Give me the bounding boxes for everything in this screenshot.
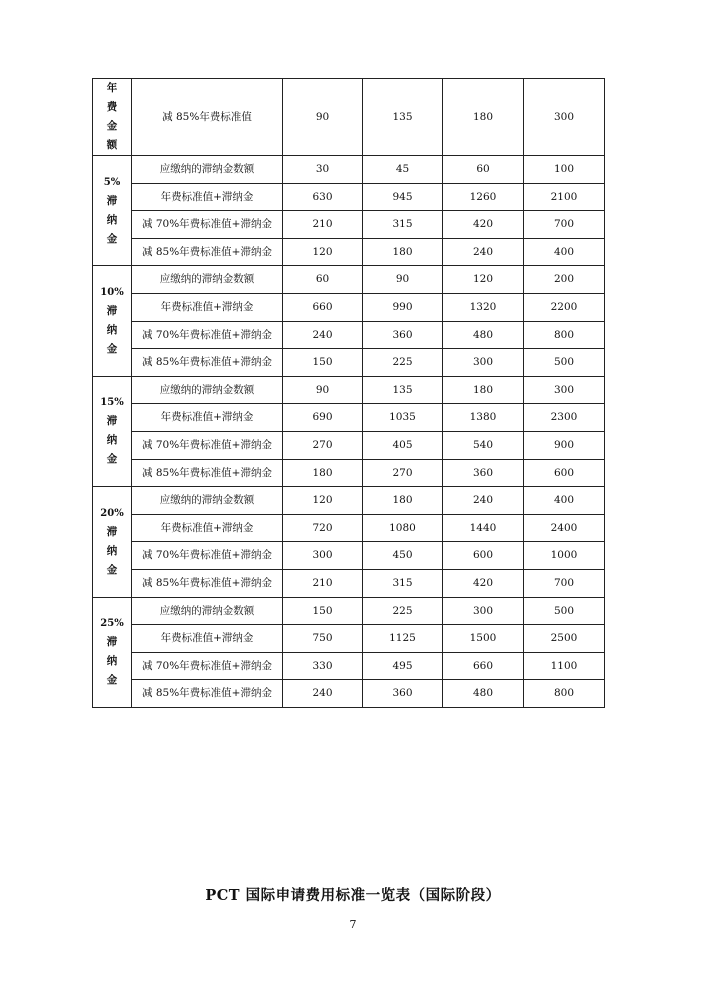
- fee-cell: 240: [443, 487, 524, 515]
- fee-cell: 330: [283, 652, 363, 680]
- fee-cell: 495: [363, 652, 443, 680]
- fee-cell: 630: [283, 183, 363, 211]
- table-row: [93, 293, 605, 321]
- fee-cell: 240: [443, 238, 524, 266]
- table-row: [93, 597, 605, 625]
- fee-cell: 90: [283, 376, 363, 404]
- fee-cell: 90: [363, 266, 443, 294]
- group-percent: 25%: [100, 618, 124, 630]
- fee-cell: 135: [363, 79, 443, 156]
- table-row: [93, 487, 605, 515]
- row-label: 年费标准值+滞纳金: [132, 404, 283, 432]
- fee-cell: 45: [363, 156, 443, 184]
- fee-cell: 1125: [363, 625, 443, 653]
- fee-cell: 225: [363, 349, 443, 377]
- fee-cell: 900: [524, 431, 605, 459]
- fee-cell: 120: [283, 238, 363, 266]
- row-label: 应缴纳的滞纳金数额: [132, 487, 283, 515]
- row-label: 应缴纳的滞纳金数额: [132, 156, 283, 184]
- fee-cell: 700: [524, 569, 605, 597]
- group-label-late-fee: [93, 266, 132, 376]
- fee-cell: 60: [283, 266, 363, 294]
- group-label-late-fee: [93, 156, 132, 266]
- fee-cell: 300: [283, 542, 363, 570]
- table-row: [93, 266, 605, 294]
- fee-cell: 1320: [443, 293, 524, 321]
- fee-cell: 120: [443, 266, 524, 294]
- fee-cell: 2400: [524, 514, 605, 542]
- fee-cell: 240: [283, 680, 363, 708]
- row-label: 减 85%年费标准值: [132, 79, 283, 156]
- fee-cell: 1260: [443, 183, 524, 211]
- fee-cell: 2100: [524, 183, 605, 211]
- table-row: [93, 542, 605, 570]
- fee-cell: 1500: [443, 625, 524, 653]
- vertical-label: [93, 283, 131, 359]
- row-label: 减 85%年费标准值+滞纳金: [132, 238, 283, 266]
- label-char: 滞: [106, 525, 118, 538]
- fee-cell: 60: [443, 156, 524, 184]
- fee-cell: 225: [363, 597, 443, 625]
- table-row: [93, 183, 605, 211]
- label-char: 纳: [106, 434, 118, 447]
- vertical-label: [93, 79, 131, 155]
- fee-cell: 315: [363, 211, 443, 239]
- group-percent: 15%: [100, 397, 124, 409]
- table-row: [93, 321, 605, 349]
- document-title: PCT 国际申请费用标准一览表（国际阶段）: [205, 887, 501, 904]
- label-char: 金: [106, 232, 118, 245]
- fee-cell: 30: [283, 156, 363, 184]
- fee-cell: 150: [283, 349, 363, 377]
- row-label: 年费标准值+滞纳金: [132, 514, 283, 542]
- label-char: 纳: [106, 655, 118, 668]
- label-char: 金: [106, 563, 118, 576]
- row-label: 减 85%年费标准值+滞纳金: [132, 459, 283, 487]
- row-label: 应缴纳的滞纳金数额: [132, 266, 283, 294]
- row-label: 减 70%年费标准值+滞纳金: [132, 652, 283, 680]
- row-label: 应缴纳的滞纳金数额: [132, 376, 283, 404]
- fee-cell: 660: [283, 293, 363, 321]
- fee-cell: 180: [443, 376, 524, 404]
- table-row: [93, 211, 605, 239]
- row-label: 应缴纳的滞纳金数额: [132, 597, 283, 625]
- fee-cell: 400: [524, 238, 605, 266]
- row-label: 减 70%年费标准值+滞纳金: [132, 321, 283, 349]
- label-char: 滞: [106, 194, 118, 207]
- fee-cell: 480: [443, 680, 524, 708]
- fee-cell: 180: [443, 79, 524, 156]
- fee-cell: 120: [283, 487, 363, 515]
- label-char: 纳: [106, 213, 118, 226]
- fee-cell: 270: [363, 459, 443, 487]
- fee-cell: 450: [363, 542, 443, 570]
- table-row: [93, 459, 605, 487]
- table-row: [93, 680, 605, 708]
- fee-cell: 300: [524, 79, 605, 156]
- label-char: 滞: [106, 636, 118, 649]
- label-char: 金: [106, 120, 118, 132]
- row-label: 年费标准值+滞纳金: [132, 293, 283, 321]
- group-percent: 20%: [100, 507, 124, 519]
- row-label: 减 70%年费标准值+滞纳金: [132, 211, 283, 239]
- vertical-label: [93, 173, 131, 249]
- table-row: [93, 652, 605, 680]
- row-label: 减 70%年费标准值+滞纳金: [132, 542, 283, 570]
- label-char: 滞: [106, 305, 118, 318]
- fee-table-body: [93, 79, 605, 708]
- table-row: [93, 79, 605, 156]
- table-row: [93, 376, 605, 404]
- fee-cell: 600: [524, 459, 605, 487]
- table-row: [93, 569, 605, 597]
- fee-cell: 945: [363, 183, 443, 211]
- label-char: 纳: [106, 544, 118, 557]
- fee-cell: 200: [524, 266, 605, 294]
- fee-cell: 240: [283, 321, 363, 349]
- group-label-late-fee: [93, 597, 132, 707]
- fee-cell: 210: [283, 569, 363, 597]
- table-row: [93, 625, 605, 653]
- group-label-late-fee: [93, 487, 132, 597]
- fee-cell: 300: [524, 376, 605, 404]
- fee-cell: 180: [363, 238, 443, 266]
- vertical-label: [93, 614, 131, 690]
- row-label: 年费标准值+滞纳金: [132, 183, 283, 211]
- group-label-late-fee: [93, 376, 132, 486]
- fee-cell: 300: [443, 597, 524, 625]
- fee-cell: 500: [524, 597, 605, 625]
- fee-cell: 180: [283, 459, 363, 487]
- fee-cell: 400: [524, 487, 605, 515]
- fee-cell: 720: [283, 514, 363, 542]
- fee-cell: 100: [524, 156, 605, 184]
- label-char: 纳: [106, 324, 118, 337]
- row-label: 年费标准值+滞纳金: [132, 625, 283, 653]
- fee-cell: 270: [283, 431, 363, 459]
- page-number: 7: [349, 918, 357, 931]
- table-row: [93, 156, 605, 184]
- fee-cell: 500: [524, 349, 605, 377]
- fee-cell: 750: [283, 625, 363, 653]
- fee-cell: 135: [363, 376, 443, 404]
- group-percent: 5%: [103, 176, 121, 188]
- table-row: [93, 349, 605, 377]
- label-char: 金: [106, 453, 118, 466]
- group-percent: 10%: [100, 287, 124, 299]
- fee-cell: 315: [363, 569, 443, 597]
- fee-cell: 800: [524, 321, 605, 349]
- fee-cell: 2300: [524, 404, 605, 432]
- label-char: 金: [106, 343, 118, 356]
- fee-cell: 300: [443, 349, 524, 377]
- row-label: 减 85%年费标准值+滞纳金: [132, 680, 283, 708]
- fee-cell: 405: [363, 431, 443, 459]
- table-row: [93, 514, 605, 542]
- fee-cell: 420: [443, 211, 524, 239]
- vertical-label: [93, 504, 131, 580]
- fee-cell: 1100: [524, 652, 605, 680]
- fee-cell: 480: [443, 321, 524, 349]
- row-label: 减 85%年费标准值+滞纳金: [132, 349, 283, 377]
- group-label-annual-fee: [93, 79, 132, 156]
- fee-cell: 800: [524, 680, 605, 708]
- fee-cell: 2200: [524, 293, 605, 321]
- fee-cell: 360: [443, 459, 524, 487]
- label-char: 滞: [106, 415, 118, 428]
- fee-cell: 420: [443, 569, 524, 597]
- fee-table: [92, 78, 605, 708]
- label-char: 金: [106, 674, 118, 687]
- fee-cell: 150: [283, 597, 363, 625]
- fee-cell: 1080: [363, 514, 443, 542]
- fee-cell: 600: [443, 542, 524, 570]
- fee-cell: 210: [283, 211, 363, 239]
- label-char: 费: [106, 101, 118, 113]
- fee-cell: 180: [363, 487, 443, 515]
- fee-cell: 1440: [443, 514, 524, 542]
- fee-cell: 360: [363, 321, 443, 349]
- fee-cell: 2500: [524, 625, 605, 653]
- fee-cell: 90: [283, 79, 363, 156]
- fee-cell: 360: [363, 680, 443, 708]
- row-label: 减 70%年费标准值+滞纳金: [132, 431, 283, 459]
- label-char: 年: [106, 82, 118, 94]
- row-label: 减 85%年费标准值+滞纳金: [132, 569, 283, 597]
- fee-cell: 690: [283, 404, 363, 432]
- fee-cell: 660: [443, 652, 524, 680]
- fee-cell: 540: [443, 431, 524, 459]
- label-char: 额: [106, 139, 118, 151]
- fee-cell: 700: [524, 211, 605, 239]
- fee-cell: 1380: [443, 404, 524, 432]
- fee-cell: 1035: [363, 404, 443, 432]
- table-row: [93, 404, 605, 432]
- table-row: [93, 431, 605, 459]
- vertical-label: [93, 393, 131, 469]
- fee-cell: 990: [363, 293, 443, 321]
- table-row: [93, 238, 605, 266]
- fee-cell: 1000: [524, 542, 605, 570]
